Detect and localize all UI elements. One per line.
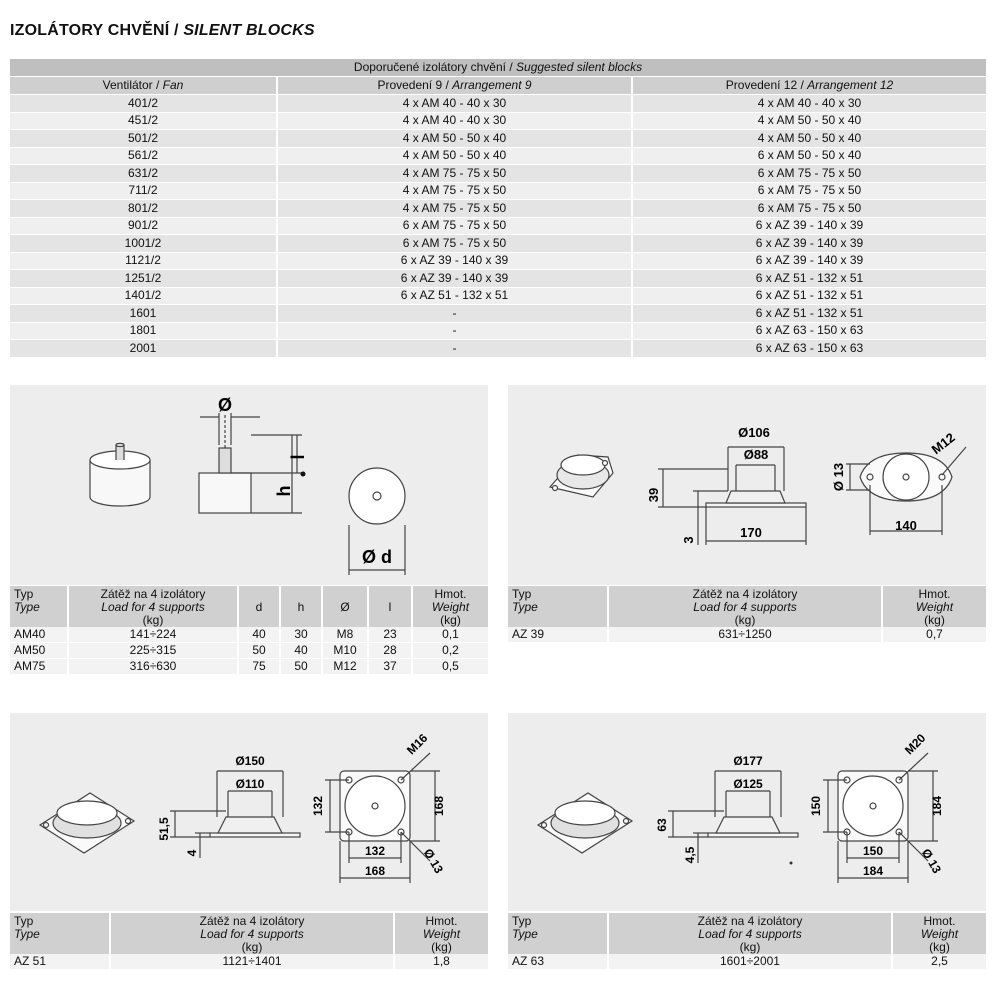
table-row [10,235,986,253]
table-row [10,659,488,675]
cell-type: AM75 [10,659,68,675]
cell-arr9: 4 x AM 40 - 40 x 30 [277,95,632,113]
az39-dim-w140: 140 [895,518,917,533]
cell-load: 141÷224 [68,627,238,643]
az39-dim-d88: Ø88 [743,447,769,462]
az63-dim-h45: 4,5 [683,846,697,864]
cell-arr9: 6 x AM 75 - 75 x 50 [277,217,632,235]
az39-dim-d106: Ø106 [738,425,770,440]
cell-arr12: 6 x AZ 51 - 132 x 51 [632,270,986,288]
cell-arr9: - [277,340,632,358]
az51-dim-s168v: 168 [432,795,446,817]
cell-fan: 2001 [10,340,277,358]
cell-l: 23 [368,627,412,643]
az39-dim-h3: 3 [681,536,696,544]
am-dim-d: Ø d [362,547,392,567]
cell-fan: 1401/2 [10,287,277,305]
am-spec-table: Typ Type Zátěž na 4 izolátory Load for 4 supports (kg) d h Ø l Hmot. Weight (kg) AM40 141÷224 40 30 M8 23 0,1 AM50 225÷315 50 40 M10 28 0,2 AM75 316÷630 75 50 M12 37 0,5 [10,586,488,675]
az51-dim-s132h: 132 [364,844,386,858]
az51-iso [40,793,134,853]
table-body [10,95,986,358]
cell-fan: 561/2 [10,147,277,165]
page-title [10,22,315,40]
az51-dim-m16: M16 [403,730,431,758]
az63-dim-m20: M20 [901,730,929,758]
cell-fan: 1601 [10,305,277,323]
az51-spec-table: Typ Type Zátěž na 4 izolátory Load for 4 supports (kg) Hmot. Weight (kg) AZ 51 1121÷1401 1,8 [10,913,488,970]
cell-l: 37 [368,659,412,675]
cell-h: 30 [280,627,322,643]
table-row [10,287,986,305]
cell-arr12: 6 x AZ 63 - 150 x 63 [632,322,986,340]
az39-dim-d13: Ø 13 [831,462,846,492]
az63-dim-s150v: 150 [809,795,823,817]
cell-d: 40 [238,627,280,643]
az63-dim-s184v: 184 [930,795,944,817]
az39-dim-h39: 39 [646,487,661,503]
az63-spec-table: Typ Type Zátěž na 4 izolátory Load for 4 supports (kg) Hmot. Weight (kg) AZ 63 1601÷2001 2,5 [508,913,986,970]
az39-dim-w170: 170 [740,525,762,540]
cell-load: 225÷315 [68,643,238,659]
table-row [10,112,986,130]
cell-fan: 901/2 [10,217,277,235]
cell-arr12: 6 x AZ 39 - 140 x 39 [632,252,986,270]
table-row [10,252,986,270]
cell-fan: 501/2 [10,130,277,148]
az63-iso [538,793,632,853]
table-row [10,627,488,643]
am-dim-dia: Ø [217,395,233,415]
table-row [10,147,986,165]
table-row: AZ 63 1601÷2001 2,5 [508,954,986,970]
table-row [10,217,986,235]
az39-drawing-panel [508,385,986,585]
cell-h: 50 [280,659,322,675]
az39-spec-table: Typ Type Zátěž na 4 izolátory Load for 4 supports (kg) Hmot. Weight (kg) AZ 39 631÷1250 0,7 [508,586,986,643]
az51-drawing [10,713,488,911]
cell-arr9: 4 x AM 50 - 50 x 40 [277,147,632,165]
cell-arr12: 4 x AM 50 - 50 x 40 [632,130,986,148]
cell-fan: 1251/2 [10,270,277,288]
cell-arr12: 4 x AM 40 - 40 x 30 [632,95,986,113]
az39-side [658,447,806,545]
cell-dia: M10 [322,643,368,659]
cell-fan: 451/2 [10,112,277,130]
suggested-silent-blocks-table [10,59,986,358]
cell-arr9: 6 x AM 75 - 75 x 50 [277,235,632,253]
az51-dim-d150: Ø150 [235,754,265,768]
am-cylinder-iso [90,444,150,507]
table-row [10,305,986,323]
title-main: IZOLÁTORY CHVĚNÍ / [10,22,179,39]
cell-fan: 401/2 [10,95,277,113]
cell-arr9: 4 x AM 75 - 75 x 50 [277,182,632,200]
az39-dim-m12: M12 [928,429,958,458]
cell-arr12: 6 x AZ 63 - 150 x 63 [632,340,986,358]
az63-dim-d125: Ø125 [733,777,763,791]
az51-dim-h4: 4 [185,849,199,857]
cell-arr9: - [277,305,632,323]
col-header-arrangement-9: Provedení 9 / Arrangement 9 [277,77,632,95]
cell-weight: 0,2 [412,643,488,659]
az51-drawing-panel [10,713,488,911]
table-row [10,340,986,358]
cell-fan: 1001/2 [10,235,277,253]
cell-dia: M12 [322,659,368,675]
am-side-view [199,413,302,513]
table-caption: Doporučené izolátory chvění / Suggested silent blocks [10,59,986,77]
cell-arr12: 6 x AM 75 - 75 x 50 [632,200,986,218]
cell-arr9: 4 x AM 75 - 75 x 50 [277,200,632,218]
cell-arr9: - [277,322,632,340]
table-row [10,165,986,183]
cell-type: AM40 [10,627,68,643]
col-header-fan: Ventilátor / Fan [10,77,277,95]
cell-l: 28 [368,643,412,659]
table-row [10,270,986,288]
title-italic: SILENT BLOCKS [183,22,315,39]
cell-d: 50 [238,643,280,659]
az63-drawing-panel [508,713,986,911]
col-header-arrangement-12: Provedení 12 / Arrangement 12 [632,77,986,95]
az51-dim-s132v: 132 [311,795,325,817]
cell-weight: 0,5 [412,659,488,675]
table-row [10,643,488,659]
cell-h: 40 [280,643,322,659]
table-row [10,200,986,218]
cell-arr9: 4 x AM 75 - 75 x 50 [277,165,632,183]
cell-arr9: 6 x AZ 39 - 140 x 39 [277,252,632,270]
am-dim-l: l [288,454,308,460]
am-drawing-panel [10,385,488,585]
cell-fan: 1121/2 [10,252,277,270]
cell-d: 75 [238,659,280,675]
cell-arr12: 6 x AM 75 - 75 x 50 [632,182,986,200]
az51-dim-d13: Ø 13 [420,846,447,876]
az63-dim-d13: Ø 13 [918,846,945,876]
cell-arr12: 6 x AM 50 - 50 x 40 [632,147,986,165]
cell-fan: 631/2 [10,165,277,183]
az63-dim-h63: 63 [655,818,669,832]
table-row [10,182,986,200]
table-row: AZ 39 631÷1250 0,7 [508,627,986,643]
cell-fan: 711/2 [10,182,277,200]
az63-dim-s150h: 150 [862,844,884,858]
cell-arr12: 6 x AZ 51 - 132 x 51 [632,305,986,323]
am-drawing [10,385,488,585]
az51-dim-d110: Ø110 [235,777,265,791]
cell-arr9: 6 x AZ 51 - 132 x 51 [277,287,632,305]
az39-iso [550,455,613,497]
az63-drawing [508,713,986,911]
cell-arr12: 6 x AZ 51 - 132 x 51 [632,287,986,305]
cell-fan: 1801 [10,322,277,340]
table-row [10,95,986,113]
az63-dim-s184h: 184 [862,864,884,878]
cell-fan: 801/2 [10,200,277,218]
cell-weight: 0,1 [412,627,488,643]
az51-dim-s168h: 168 [364,864,386,878]
cell-arr9: 6 x AZ 39 - 140 x 39 [277,270,632,288]
cell-arr9: 4 x AM 40 - 40 x 30 [277,112,632,130]
cell-arr9: 4 x AM 50 - 50 x 40 [277,130,632,148]
table-row [10,130,986,148]
cell-arr12: 6 x AZ 39 - 140 x 39 [632,235,986,253]
cell-load: 316÷630 [68,659,238,675]
az51-dim-h515: 51,5 [157,817,171,841]
table-row: AZ 51 1121÷1401 1,8 [10,954,488,970]
az63-dim-d177: Ø177 [733,754,763,768]
am-dim-h: h [274,485,294,497]
table-row [10,322,986,340]
cell-arr12: 6 x AM 75 - 75 x 50 [632,165,986,183]
cell-arr12: 4 x AM 50 - 50 x 40 [632,112,986,130]
cell-type: AM50 [10,643,68,659]
az39-drawing [508,385,986,585]
cell-dia: M8 [322,627,368,643]
cell-arr12: 6 x AZ 39 - 140 x 39 [632,217,986,235]
